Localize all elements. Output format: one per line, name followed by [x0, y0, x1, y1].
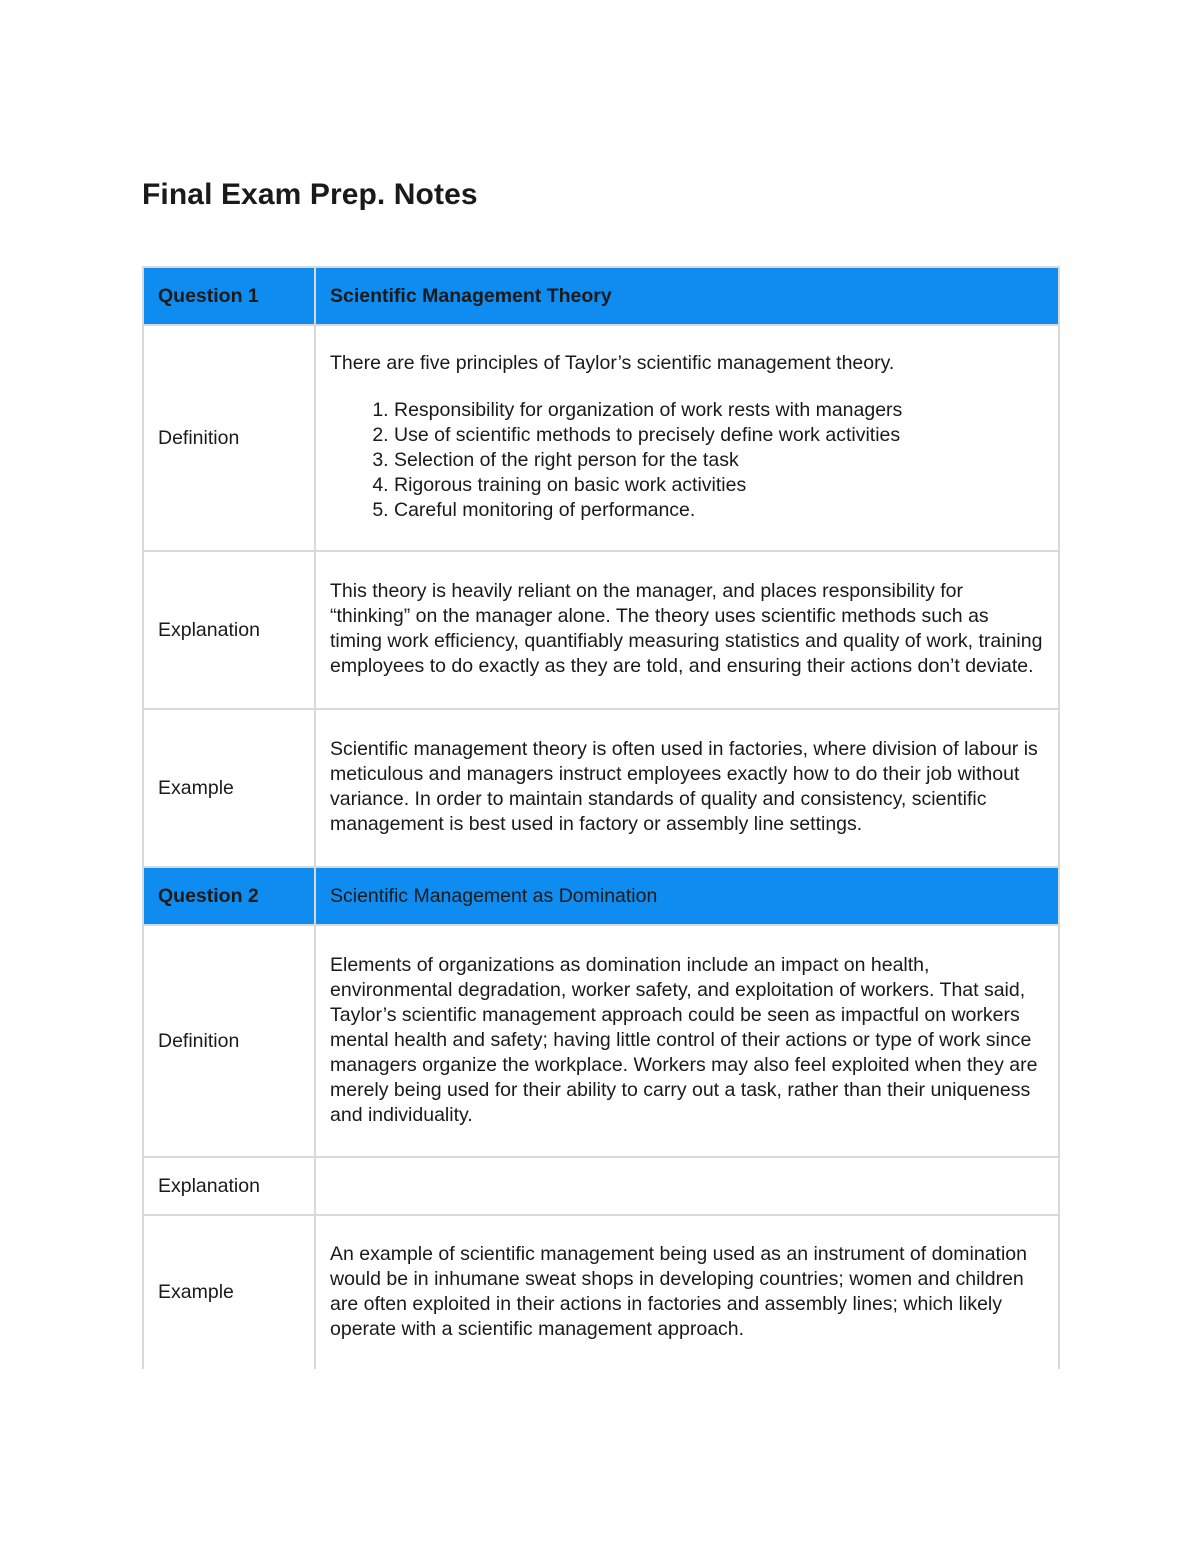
example-text: Scientific management theory is often used in factories, where division of labour is meticulous and managers instruct employees exactly how to do their job without variance. In order to maintain standards of quality and consistency, scientific management is best used in factory or assembly line settings. [330, 738, 1038, 835]
question-1-explanation-row [143, 551, 1059, 709]
definition-intro: There are five principles of Taylor’s scientific management theory. [330, 352, 895, 374]
notes-table [142, 266, 1060, 1369]
principles-list [330, 398, 1044, 523]
row-label-example: Example [143, 1215, 315, 1369]
list-item: 5. Careful monitoring of performance. [394, 498, 1044, 523]
question-1-explanation-cell [315, 551, 1059, 709]
example-text: An example of scientific management being used as an instrument of domination would be in inhumane sweat shops in developing countries; women and children are often exploited in their actions in factories and assembly lines; which likely operate with a scientific management approach. [330, 1242, 1027, 1340]
list-item: 2. Use of scientific methods to precisely define work activities [394, 423, 1044, 448]
definition-text: Elements of organizations as domination include an impact on health, environmental degradation, worker safety, and exploitation of workers. That said, Taylor’s scientific management approach could be seen as impactful on workers mental health and safety; having little control of their actions or type of work since managers organize the workplace. Workers may also feel exploited when they are merely being used for their ability to carry out a task, rather than their uniqueness and individuality. [330, 953, 1038, 1126]
list-item: 3. Selection of the right person for the task [394, 448, 1044, 473]
explanation-text: This theory is heavily reliant on the manager, and places responsibility for “thinking” on the manager alone. The theory uses scientific methods such as timing work efficiency, quantifiably measuring statistics and quality of work, training employees to do exactly as they are told, and ensuring their actions don’t deviate. [330, 580, 1043, 677]
question-2-explanation-cell [315, 1157, 1059, 1215]
list-item: 4. Rigorous training on basic work activities [394, 473, 1044, 498]
question-1-definition-row [143, 325, 1059, 551]
question-1-topic: Scientific Management Theory [315, 267, 1059, 325]
row-label-explanation: Explanation [143, 1157, 315, 1215]
list-item: 1. Responsibility for organization of work rests with managers [394, 398, 1044, 423]
question-2-topic: Scientific Management as Domination [315, 867, 1059, 925]
question-2-definition-cell [315, 925, 1059, 1157]
row-label-explanation: Explanation [143, 551, 315, 709]
question-2-example-cell [315, 1215, 1059, 1369]
question-1-definition-cell [315, 325, 1059, 551]
question-2-header-row [143, 867, 1059, 925]
question-2-explanation-row [143, 1157, 1059, 1215]
row-label-definition: Definition [143, 925, 315, 1157]
page-title: Final Exam Prep. Notes [142, 178, 478, 211]
row-label-example: Example [143, 709, 315, 867]
question-1-label: Question 1 [143, 267, 315, 325]
question-2-definition-row [143, 925, 1059, 1157]
question-1-header-row [143, 267, 1059, 325]
question-1-example-row [143, 709, 1059, 867]
question-1-example-cell [315, 709, 1059, 867]
row-label-definition: Definition [143, 325, 315, 551]
question-2-label: Question 2 [143, 867, 315, 925]
question-2-example-row [143, 1215, 1059, 1369]
